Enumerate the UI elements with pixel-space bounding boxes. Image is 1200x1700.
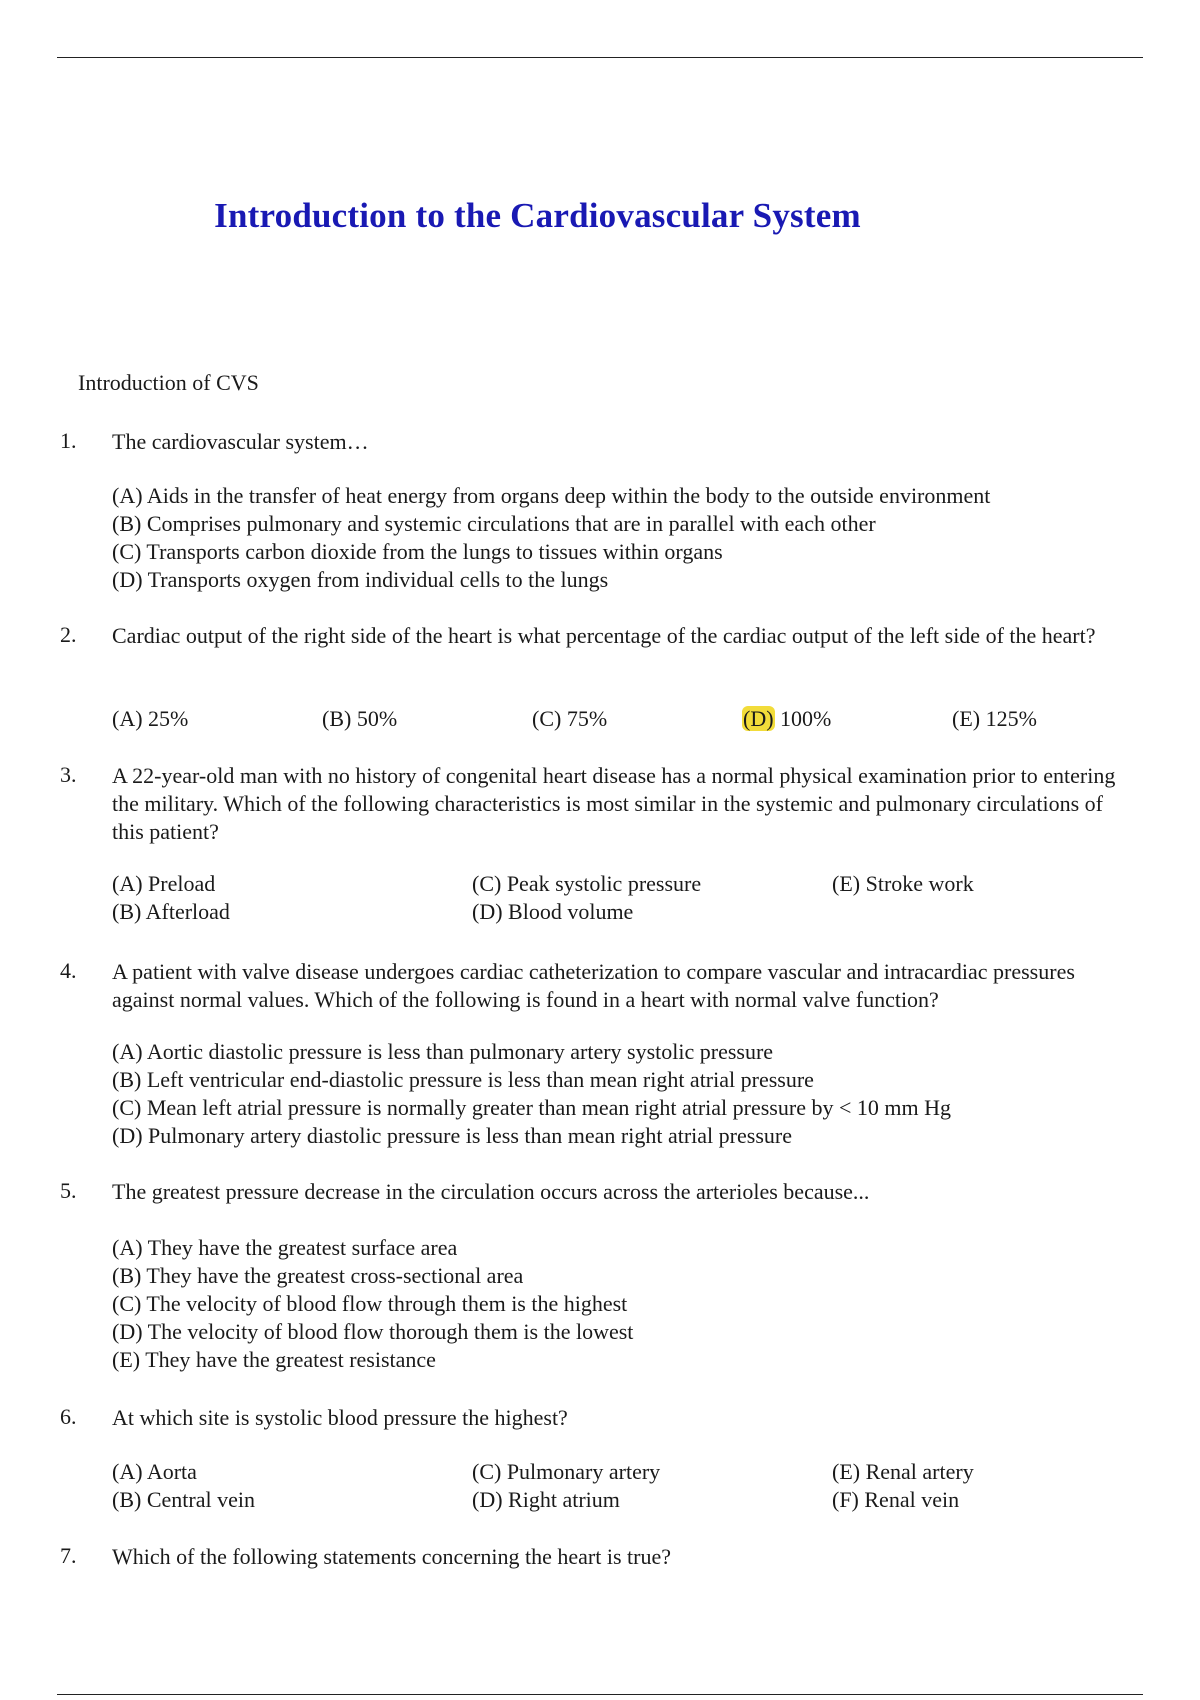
option-c: (C) Pulmonary artery bbox=[472, 1459, 661, 1484]
page-title: Introduction to the Cardiovascular System bbox=[214, 196, 861, 235]
option-a: (A) 25% bbox=[112, 706, 189, 731]
question-number: 3. bbox=[60, 762, 77, 787]
option-f: (F) Renal vein bbox=[832, 1487, 960, 1512]
option-c: (C) The velocity of blood flow through them is the highest bbox=[112, 1291, 628, 1316]
option-e: (E) 125% bbox=[952, 706, 1037, 731]
option-b: (B) Comprises pulmonary and systemic circulations that are in parallel with each other bbox=[112, 511, 876, 536]
question-number: 7. bbox=[60, 1543, 77, 1568]
option-c: (C) Peak systolic pressure bbox=[472, 871, 702, 896]
option-e: (E) They have the greatest resistance bbox=[112, 1347, 436, 1372]
question-text: The greatest pressure decrease in the circulation occurs across the arterioles because... bbox=[112, 1179, 870, 1204]
option-a: (A) Aortic diastolic pressure is less than pulmonary artery systolic pressure bbox=[112, 1039, 774, 1064]
question-number: 1. bbox=[60, 428, 77, 453]
question-number: 6. bbox=[60, 1404, 77, 1429]
question-number: 5. bbox=[60, 1178, 77, 1203]
option-c: (C) 75% bbox=[532, 706, 608, 731]
bottom-rule bbox=[57, 1694, 1143, 1695]
question-text: Cardiac output of the right side of the heart is what percentage of the cardiac output of the left side of the heart? bbox=[112, 623, 1096, 648]
question-text: A 22-year-old man with no history of congenital heart disease has a normal physical examination prior to entering the military. Which of the following characteristics is most similar in the systemic and pulmonary circulations of this patient? bbox=[112, 763, 1116, 844]
option-d: (D) Transports oxygen from individual cells to the lungs bbox=[112, 567, 609, 592]
option-d: (D) Blood volume bbox=[472, 899, 634, 924]
option-d: (D) The velocity of blood flow thorough them is the lowest bbox=[112, 1319, 634, 1344]
section-heading: Introduction of CVS bbox=[78, 370, 259, 395]
question-text: A patient with valve disease undergoes cardiac catheterization to compare vascular and intracardiac pressures against normal values. Which of the following is found in a heart with normal valve function? bbox=[112, 959, 1075, 1012]
question-text: The cardiovascular system… bbox=[112, 429, 369, 454]
option-b: (B) Afterload bbox=[112, 899, 230, 924]
option-d: (D) Pulmonary artery diastolic pressure is less than mean right atrial pressure bbox=[112, 1123, 792, 1148]
question-number: 2. bbox=[60, 622, 77, 647]
option-b: (B) Left ventricular end-diastolic pressure is less than mean right atrial pressure bbox=[112, 1067, 814, 1092]
question-text: At which site is systolic blood pressure the highest? bbox=[112, 1405, 568, 1430]
option-e: (E) Stroke work bbox=[832, 871, 974, 896]
option-a: (A) Aorta bbox=[112, 1459, 197, 1484]
option-a: (A) Preload bbox=[112, 871, 216, 896]
top-rule bbox=[57, 57, 1143, 58]
option-a: (A) They have the greatest surface area bbox=[112, 1235, 458, 1260]
option-c: (C) Mean left atrial pressure is normally greater than mean right atrial pressure by < 10 mm Hg bbox=[112, 1095, 951, 1120]
option-d: (D) 100% bbox=[743, 706, 832, 731]
option-c: (C) Transports carbon dioxide from the lungs to tissues within organs bbox=[112, 539, 723, 564]
question-text: Which of the following statements concerning the heart is true? bbox=[112, 1544, 671, 1569]
option-b: (B) 50% bbox=[322, 706, 398, 731]
question-number: 4. bbox=[60, 958, 77, 983]
answer-highlight: (D) bbox=[743, 706, 774, 731]
option-e: (E) Renal artery bbox=[832, 1459, 974, 1484]
option-d: (D) Right atrium bbox=[472, 1487, 620, 1512]
option-b: (B) Central vein bbox=[112, 1487, 255, 1512]
option-a: (A) Aids in the transfer of heat energy from organs deep within the body to the outside environment bbox=[112, 483, 991, 508]
option-b: (B) They have the greatest cross-sectional area bbox=[112, 1263, 524, 1288]
